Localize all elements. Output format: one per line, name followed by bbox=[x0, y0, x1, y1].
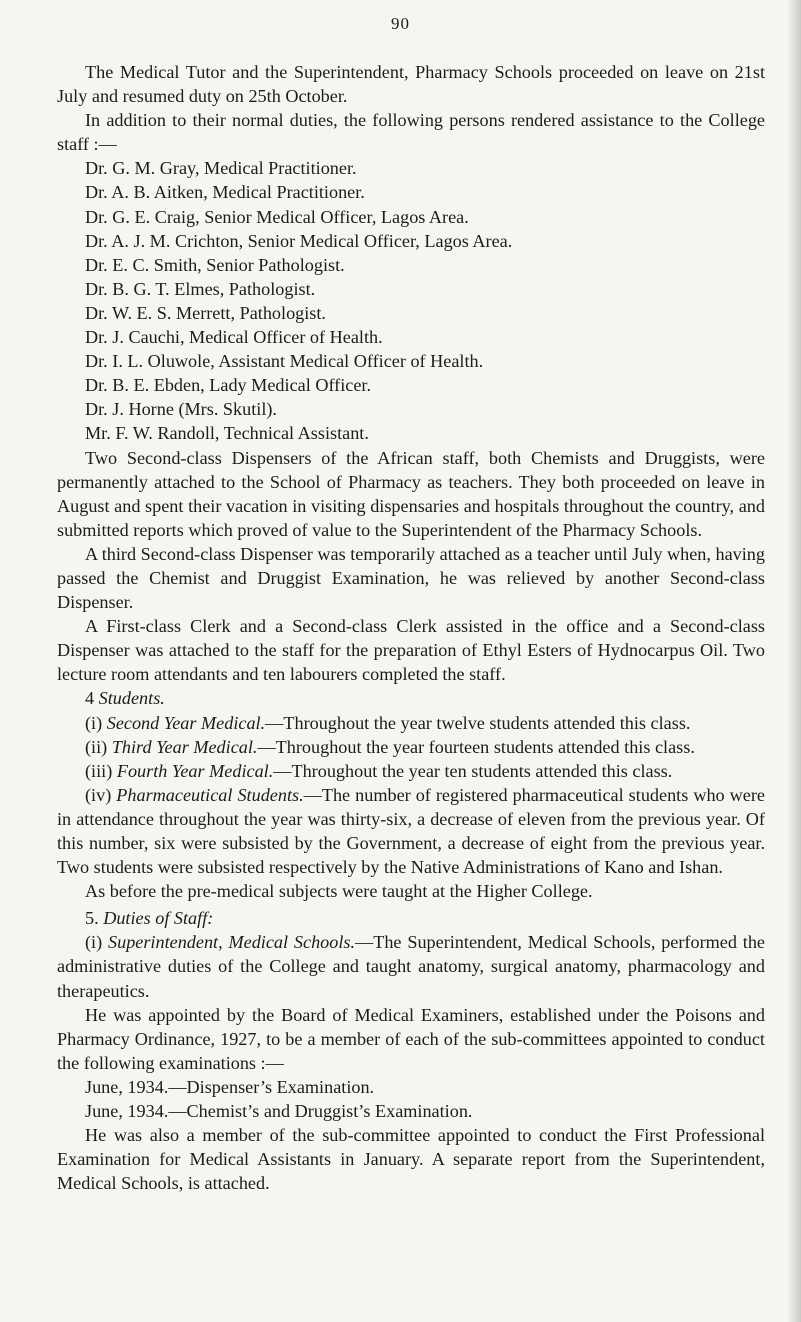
paragraph-sub-committee: He was also a member of the sub-committee appointed to conduct the First Professional Examination for Medical Assistants in January. A separate report from the Superintendent, Medical Schools, is attached. bbox=[57, 1125, 765, 1194]
list-item: Mr. F. W. Randoll, Technical Assistant. bbox=[85, 423, 369, 444]
list-item: Dr. I. L. Oluwole, Assistant Medical Officer of Health. bbox=[85, 351, 484, 372]
students-pharmaceutical bbox=[57, 783, 765, 879]
section-5-heading bbox=[57, 906, 765, 930]
paragraph-assistance: In addition to their normal duties, the following persons rendered assistance to the College staff :— bbox=[57, 110, 765, 155]
list-item: Dr. E. C. Smith, Senior Pathologist. bbox=[85, 254, 345, 275]
item-text: —The number of registered pharmaceutical students who were in attendance throughout the year was thirty-six, a decrease of eleven from the previous year. Of this number, six were subsisted by the Government, a decrease of eight from the previous year. Two students were subsisted respectively by the Native Administrations of Kano and Ishan. bbox=[57, 784, 765, 878]
item-label: (ii) bbox=[85, 736, 108, 757]
item-title: Second Year Medical. bbox=[106, 712, 266, 733]
item-text: —Throughout the year ten students attended this class. bbox=[273, 760, 673, 781]
page-body bbox=[57, 60, 765, 1195]
list-item: Dr. W. E. S. Merrett, Pathologist. bbox=[85, 302, 326, 323]
list-item: Dr. G. M. Gray, Medical Practitioner. bbox=[85, 158, 357, 179]
item-label: (iv) bbox=[85, 784, 112, 805]
page-number: 90 bbox=[391, 14, 410, 33]
list-item: Dr. A. B. Aitken, Medical Practitioner. bbox=[85, 182, 365, 203]
paragraph-dispensers: Two Second-class Dispensers of the African staff, both Chemists and Druggists, were permanently attached to the School of Pharmacy as teachers. They both proceeded on leave in August and spent their vacation in visiting dispensaries and hospitals throughout the country, and submitted reports which proved of value to the Superintendent of the Pharmacy Schools. bbox=[57, 447, 765, 540]
item-title: Superintendent, Medical Schools. bbox=[108, 932, 356, 953]
exam-item: June, 1934.—Dispenser’s Examination. bbox=[85, 1076, 375, 1097]
students-third-year bbox=[57, 735, 765, 759]
exam-item: June, 1934.—Chemist’s and Druggist’s Examination. bbox=[85, 1101, 473, 1122]
paragraph-board-appointment: He was appointed by the Board of Medical Examiners, established under the Poisons and Pharmacy Ordinance, 1927, to be a member of each of the sub-committees appointed to conduct the following examinations :— bbox=[57, 1004, 765, 1073]
item-text: —The Superintendent, Medical Schools, performed the administrative duties of the College and taught anatomy, surgical anatomy, pharmacology and therapeutics. bbox=[57, 932, 765, 1001]
section-number: 4 bbox=[85, 688, 95, 709]
section-4-heading bbox=[57, 686, 765, 710]
paragraph-leave: The Medical Tutor and the Superintendent, Pharmacy Schools proceeded on leave on 21st July and resumed duty on 25th October. bbox=[57, 62, 765, 107]
students-fourth-year bbox=[57, 759, 765, 783]
item-label: (iii) bbox=[85, 760, 113, 781]
paragraph-clerks: A First-class Clerk and a Second-class Clerk assisted in the office and a Second-class Dispenser was attached to the staff for the preparation of Ethyl Esters of Hydnocarpus Oil. Two lecture room attendants and ten labourers completed the staff. bbox=[57, 616, 765, 685]
section-title: Duties of Staff: bbox=[103, 908, 214, 929]
students-second-year bbox=[57, 711, 765, 735]
item-title: Pharmaceutical Students. bbox=[116, 784, 304, 805]
list-item: Dr. B. E. Ebden, Lady Medical Officer. bbox=[85, 375, 372, 396]
list-item: Dr. J. Cauchi, Medical Officer of Health. bbox=[85, 327, 383, 348]
section-title: Students. bbox=[98, 688, 165, 709]
list-item: Dr. G. E. Craig, Senior Medical Officer, Lagos Area. bbox=[85, 206, 469, 227]
section-number: 5. bbox=[85, 908, 99, 929]
item-label: (i) bbox=[85, 932, 103, 953]
list-item: Dr. J. Horne (Mrs. Skutil). bbox=[85, 399, 277, 420]
item-title: Fourth Year Medical. bbox=[116, 760, 274, 781]
item-label: (i) bbox=[85, 712, 103, 733]
item-text: —Throughout the year fourteen students attended this class. bbox=[257, 736, 695, 757]
duties-superintendent bbox=[57, 930, 765, 1002]
item-text: —Throughout the year twelve students attended this class. bbox=[265, 712, 691, 733]
paragraph-third-dispenser: A third Second-class Dispenser was temporarily attached as a teacher until July when, having passed the Chemist and Druggist Examination, he was relieved by another Second-class Dispenser. bbox=[57, 543, 765, 613]
paragraph-pre-medical: As before the pre-medical subjects were taught at the Higher College. bbox=[85, 881, 593, 902]
item-title: Third Year Medical. bbox=[111, 736, 258, 757]
page-edge-shadow bbox=[787, 0, 801, 1322]
list-item: Dr. A. J. M. Crichton, Senior Medical Officer, Lagos Area. bbox=[85, 230, 513, 251]
assisting-staff-list bbox=[57, 156, 765, 445]
list-item: Dr. B. G. T. Elmes, Pathologist. bbox=[85, 278, 316, 299]
